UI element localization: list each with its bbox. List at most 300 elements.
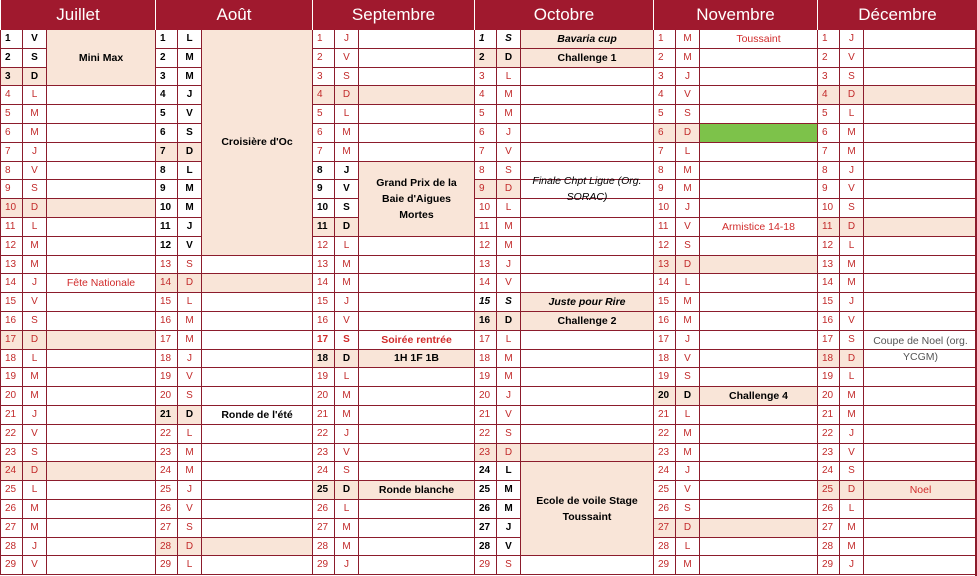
day-letter: V [496,143,520,162]
day-letter: L [22,218,46,237]
event-cell[interactable] [520,124,653,143]
event-cell[interactable] [201,481,312,500]
event-cell[interactable] [699,331,817,350]
event-label: Armistice 14-18 [722,220,795,233]
day-letter: D [839,218,863,237]
highlight-block[interactable] [699,124,817,143]
day-number: 3 [474,68,496,87]
event-cell[interactable] [699,312,817,331]
day-number: 23 [817,444,839,463]
day-number: 18 [653,350,675,369]
day-number: 6 [312,124,334,143]
shaded-block[interactable] [863,218,977,237]
event-block[interactable] [520,162,653,218]
day-number: 11 [817,218,839,237]
day-letter: L [334,368,358,387]
day-letter: J [177,218,201,237]
event-cell[interactable] [46,143,155,162]
event-block[interactable] [201,406,312,425]
event-cell[interactable] [699,481,817,500]
event-cell[interactable] [699,368,817,387]
day-letter: J [22,143,46,162]
day-number: 11 [653,218,675,237]
day-number: 24 [312,462,334,481]
event-cell[interactable] [46,538,155,557]
day-number: 8 [653,162,675,181]
day-number: 5 [0,105,22,124]
event-block[interactable] [358,331,474,350]
event-cell[interactable] [46,481,155,500]
day-letter: V [22,162,46,181]
event-cell[interactable] [699,444,817,463]
day-number: 13 [474,256,496,275]
day-number: 23 [155,444,177,463]
event-label: 1H 1F 1B [394,352,439,365]
event-cell[interactable] [201,350,312,369]
event-cell[interactable] [699,425,817,444]
day-letter: L [334,500,358,519]
event-block[interactable] [358,481,474,500]
event-cell[interactable] [520,274,653,293]
shaded-block[interactable] [46,331,155,350]
event-cell[interactable] [358,49,474,68]
day-number: 29 [312,556,334,575]
day-number: 2 [653,49,675,68]
shaded-block[interactable] [358,86,474,105]
day-number: 25 [474,481,496,500]
event-cell[interactable] [358,387,474,406]
event-cell[interactable] [201,368,312,387]
event-label: Toussaint [736,32,781,45]
event-cell[interactable] [358,124,474,143]
event-block[interactable] [699,30,817,49]
day-number: 1 [653,30,675,49]
event-cell[interactable] [520,68,653,87]
day-number: 27 [653,519,675,538]
day-number: 21 [653,406,675,425]
day-number: 28 [0,538,22,557]
shaded-block[interactable] [46,462,155,481]
event-block[interactable] [46,30,155,86]
month-header-2: Septembre [312,0,474,30]
event-cell[interactable] [863,387,977,406]
day-letter: M [675,293,699,312]
event-label: Juste pour Rire [548,296,626,309]
day-letter: V [177,368,201,387]
day-letter: V [496,406,520,425]
event-cell[interactable] [520,143,653,162]
event-cell[interactable] [520,406,653,425]
day-letter: M [334,538,358,557]
day-letter: J [839,556,863,575]
event-cell[interactable] [699,350,817,369]
event-cell[interactable] [358,68,474,87]
day-letter: S [22,180,46,199]
day-letter: D [839,481,863,500]
day-letter: S [839,331,863,350]
event-label: Mini Max [78,51,124,64]
day-letter: D [22,462,46,481]
event-block[interactable] [520,30,653,49]
day-letter: M [22,256,46,275]
day-letter: D [22,199,46,218]
event-cell[interactable] [46,519,155,538]
event-block[interactable] [863,331,977,369]
day-letter: D [496,312,520,331]
event-cell[interactable] [46,105,155,124]
event-cell[interactable] [699,162,817,181]
event-cell[interactable] [358,538,474,557]
event-cell[interactable] [520,331,653,350]
day-number: 29 [155,556,177,575]
event-cell[interactable] [201,312,312,331]
day-letter: V [22,293,46,312]
event-cell[interactable] [863,162,977,181]
event-cell[interactable] [358,143,474,162]
event-cell[interactable] [520,256,653,275]
day-number: 7 [653,143,675,162]
event-cell[interactable] [46,444,155,463]
event-label: Challenge 1 [557,51,617,64]
event-cell[interactable] [201,293,312,312]
shaded-block[interactable] [201,538,312,557]
event-cell[interactable] [863,180,977,199]
event-cell[interactable] [863,425,977,444]
day-letter: L [496,199,520,218]
shaded-block[interactable] [520,444,653,463]
event-cell[interactable] [699,462,817,481]
event-cell[interactable] [699,143,817,162]
event-cell[interactable] [863,538,977,557]
event-block[interactable] [358,162,474,237]
event-cell[interactable] [358,293,474,312]
event-cell[interactable] [520,86,653,105]
event-cell[interactable] [699,49,817,68]
event-label: Croisière d'Oc [221,136,293,149]
event-block[interactable] [201,30,312,256]
day-letter: J [334,30,358,49]
day-letter: J [839,162,863,181]
event-cell[interactable] [358,500,474,519]
event-cell[interactable] [46,500,155,519]
day-number: 7 [817,143,839,162]
day-letter: J [496,256,520,275]
event-cell[interactable] [46,350,155,369]
event-cell[interactable] [699,68,817,87]
event-cell[interactable] [46,387,155,406]
event-cell[interactable] [863,556,977,575]
day-letter: M [839,387,863,406]
event-cell[interactable] [520,368,653,387]
event-cell[interactable] [46,556,155,575]
event-cell[interactable] [46,237,155,256]
day-letter: L [496,331,520,350]
day-number: 2 [0,49,22,68]
day-number: 9 [817,180,839,199]
event-cell[interactable] [863,444,977,463]
day-letter: J [177,86,201,105]
day-number: 2 [155,49,177,68]
day-letter: M [675,312,699,331]
event-cell[interactable] [863,143,977,162]
event-cell[interactable] [46,312,155,331]
event-cell[interactable] [863,462,977,481]
day-letter: J [334,425,358,444]
event-cell[interactable] [863,368,977,387]
day-number: 18 [0,350,22,369]
event-cell[interactable] [201,519,312,538]
day-letter: M [839,124,863,143]
event-cell[interactable] [201,500,312,519]
event-block[interactable] [520,293,653,312]
event-cell[interactable] [520,350,653,369]
day-letter: M [496,368,520,387]
event-cell[interactable] [863,30,977,49]
day-letter: V [496,538,520,557]
event-block[interactable] [520,462,653,556]
event-block[interactable] [699,387,817,406]
day-letter: M [177,444,201,463]
day-number: 15 [653,293,675,312]
event-cell[interactable] [46,406,155,425]
event-cell[interactable] [863,406,977,425]
event-cell[interactable] [863,293,977,312]
day-number: 6 [155,124,177,143]
event-cell[interactable] [46,86,155,105]
event-cell[interactable] [46,218,155,237]
event-cell[interactable] [201,556,312,575]
day-number: 9 [312,180,334,199]
day-number: 1 [312,30,334,49]
day-letter: M [496,86,520,105]
event-cell[interactable] [699,180,817,199]
day-number: 24 [653,462,675,481]
day-letter: D [22,331,46,350]
day-number: 25 [653,481,675,500]
event-block[interactable] [46,274,155,293]
event-cell[interactable] [520,425,653,444]
event-cell[interactable] [46,180,155,199]
event-cell[interactable] [863,124,977,143]
event-cell[interactable] [699,293,817,312]
event-block[interactable] [358,350,474,369]
event-cell[interactable] [863,500,977,519]
day-letter: S [22,49,46,68]
event-cell[interactable] [863,68,977,87]
day-number: 15 [312,293,334,312]
shaded-block[interactable] [201,274,312,293]
event-cell[interactable] [358,425,474,444]
day-number: 23 [0,444,22,463]
event-cell[interactable] [358,256,474,275]
day-number: 12 [817,237,839,256]
event-cell[interactable] [358,444,474,463]
event-cell[interactable] [46,368,155,387]
event-cell[interactable] [863,49,977,68]
day-number: 22 [653,425,675,444]
event-cell[interactable] [201,444,312,463]
day-number: 2 [474,49,496,68]
event-cell[interactable] [358,406,474,425]
day-number: 13 [155,256,177,275]
event-label: Fête Nationale [66,277,136,290]
day-number: 14 [155,274,177,293]
day-number: 28 [653,538,675,557]
event-cell[interactable] [520,218,653,237]
event-cell[interactable] [358,519,474,538]
day-number: 16 [0,312,22,331]
shaded-block[interactable] [46,199,155,218]
event-cell[interactable] [863,105,977,124]
event-cell[interactable] [46,124,155,143]
event-cell[interactable] [358,556,474,575]
day-letter: J [496,519,520,538]
day-letter: M [22,124,46,143]
day-number: 11 [312,218,334,237]
day-number: 24 [155,462,177,481]
day-number: 6 [817,124,839,143]
day-letter: M [675,49,699,68]
day-number: 25 [817,481,839,500]
event-cell[interactable] [520,237,653,256]
event-cell[interactable] [699,538,817,557]
day-letter: L [839,105,863,124]
event-cell[interactable] [46,293,155,312]
event-cell[interactable] [699,199,817,218]
event-cell[interactable] [201,425,312,444]
day-number: 23 [653,444,675,463]
day-number: 18 [312,350,334,369]
day-letter: J [22,274,46,293]
event-block[interactable] [699,218,817,237]
day-letter: M [22,368,46,387]
day-number: 16 [474,312,496,331]
day-number: 15 [0,293,22,312]
event-cell[interactable] [699,406,817,425]
event-block[interactable] [520,312,653,331]
day-letter: L [177,425,201,444]
day-letter: M [334,387,358,406]
event-cell[interactable] [358,30,474,49]
event-block[interactable] [863,481,977,500]
event-cell[interactable] [863,519,977,538]
day-number: 27 [0,519,22,538]
event-cell[interactable] [520,556,653,575]
day-letter: M [675,425,699,444]
day-number: 27 [474,519,496,538]
event-cell[interactable] [358,312,474,331]
event-cell[interactable] [699,500,817,519]
event-cell[interactable] [358,105,474,124]
event-cell[interactable] [358,237,474,256]
event-cell[interactable] [520,105,653,124]
event-cell[interactable] [358,274,474,293]
event-cell[interactable] [699,86,817,105]
event-cell[interactable] [46,162,155,181]
day-number: 9 [155,180,177,199]
event-cell[interactable] [201,387,312,406]
day-letter: S [496,293,520,312]
day-letter: J [675,331,699,350]
day-letter: J [839,425,863,444]
event-cell[interactable] [358,368,474,387]
day-number: 21 [155,406,177,425]
event-cell[interactable] [201,256,312,275]
day-letter: L [839,368,863,387]
day-number: 4 [817,86,839,105]
day-number: 8 [0,162,22,181]
day-number: 14 [817,274,839,293]
event-label: Soirée rentrée [381,333,452,346]
day-letter: M [675,556,699,575]
day-letter: S [22,312,46,331]
day-letter: M [334,143,358,162]
event-cell[interactable] [863,237,977,256]
day-number: 11 [0,218,22,237]
event-label: Challenge 2 [557,314,617,327]
day-number: 26 [817,500,839,519]
day-letter: S [839,68,863,87]
shaded-block[interactable] [863,86,977,105]
day-letter: V [334,49,358,68]
event-cell[interactable] [46,425,155,444]
day-number: 9 [0,180,22,199]
day-letter: J [839,293,863,312]
day-number: 25 [155,481,177,500]
day-letter: V [177,500,201,519]
event-cell[interactable] [699,556,817,575]
day-number: 6 [0,124,22,143]
day-number: 20 [474,387,496,406]
day-letter: J [22,538,46,557]
event-cell[interactable] [201,462,312,481]
shaded-block[interactable] [699,256,817,275]
day-number: 27 [312,519,334,538]
day-number: 8 [474,162,496,181]
event-label: Ronde blanche [378,484,455,497]
day-number: 5 [312,105,334,124]
day-letter: J [675,462,699,481]
event-cell[interactable] [358,462,474,481]
day-number: 15 [155,293,177,312]
day-number: 22 [312,425,334,444]
day-number: 3 [312,68,334,87]
event-cell[interactable] [46,256,155,275]
shaded-block[interactable] [699,519,817,538]
day-number: 11 [155,218,177,237]
event-cell[interactable] [863,256,977,275]
event-cell[interactable] [863,199,977,218]
day-number: 19 [653,368,675,387]
day-number: 3 [0,68,22,87]
day-number: 8 [155,162,177,181]
event-cell[interactable] [699,274,817,293]
event-cell[interactable] [201,331,312,350]
event-cell[interactable] [699,237,817,256]
day-number: 27 [155,519,177,538]
event-cell[interactable] [699,105,817,124]
day-number: 3 [653,68,675,87]
event-block[interactable] [520,49,653,68]
day-letter: V [177,105,201,124]
event-cell[interactable] [520,387,653,406]
day-number: 1 [155,30,177,49]
event-cell[interactable] [863,312,977,331]
day-number: 15 [817,293,839,312]
event-cell[interactable] [863,274,977,293]
day-number: 1 [0,30,22,49]
day-letter: D [839,350,863,369]
